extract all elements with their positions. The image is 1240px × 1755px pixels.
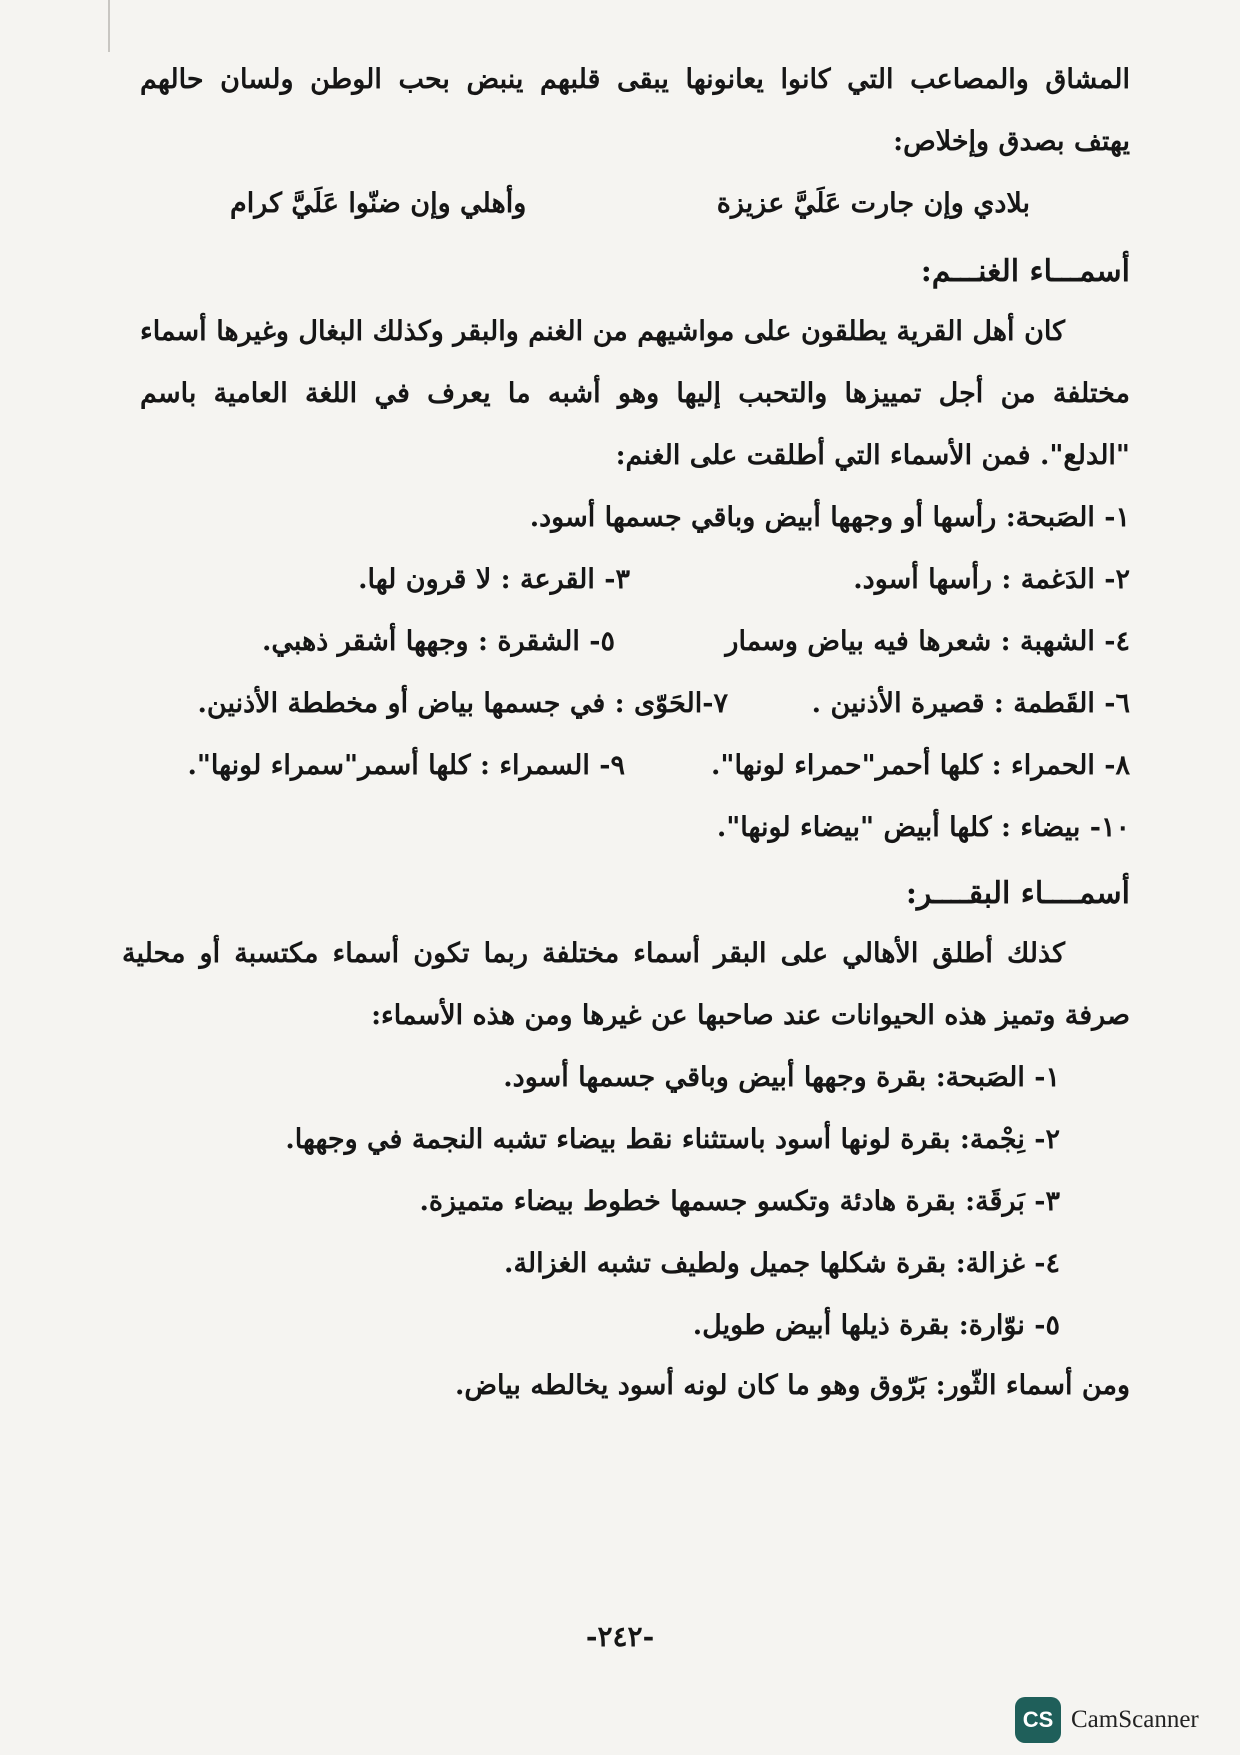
sheep-list-item: ٤- الشهبة : شعرها فيه بياض وسمار <box>725 626 1130 657</box>
sheep-list-item: ٧-الحَوّى : في جسمها بياض أو مخططة الأذنين. <box>197 688 728 719</box>
paragraph-line: كان أهل القرية يطلقون على مواشيهم من الغنم والبقر وكذلك البغال وغيرها أسماء <box>140 316 1065 347</box>
bull-names-line: ومن أسماء الثّور: بَرّوق وهو ما كان لونه أسود يخالطه بياض. <box>455 1370 1130 1401</box>
section-heading-sheep: أسمـــاء الغنـــم: <box>920 254 1130 289</box>
verse-first-hemistich: بلادي وإن جارت عَلَيَّ عزيزة <box>716 188 1030 219</box>
section-heading-cows: أسمــــاء البقــــر: <box>905 876 1130 911</box>
camscanner-watermark <box>1015 1697 1199 1743</box>
sheep-list-item: ١٠- بيضاء : كلها أبيض "بيضاء لونها". <box>716 812 1130 843</box>
sheep-list-item: ٩- السمراء : كلها أسمر"سمراء لونها". <box>187 750 625 781</box>
sheep-list-item: ٥- الشقرة : وجهها أشقر ذهبي. <box>261 626 615 657</box>
cow-list-item: ٢- نِجْمة: بقرة لونها أسود باستثناء نقط بيضاء تشبه النجمة في وجهها. <box>285 1124 1060 1155</box>
cow-list-item: ٥- نوّارة: بقرة ذيلها أبيض طويل. <box>692 1310 1060 1341</box>
paragraph-line: مختلفة من أجل تمييزها والتحبب إليها وهو أشبه ما يعرف في اللغة العامية باسم <box>140 378 1130 409</box>
sheep-list-item: ١- الصَبحة: رأسها أو وجهها أبيض وباقي جسمها أسود. <box>529 502 1130 533</box>
page-number: -٢٤٢- <box>585 1620 655 1653</box>
sheep-list-item: ٣- القرعة : لا قرون لها. <box>358 564 630 595</box>
verse-second-hemistich: وأهلي وإن ضنّوا عَلَيَّ كرام <box>230 188 527 219</box>
paragraph-line: "الدلع". فمن الأسماء التي أطلقت على الغنم: <box>615 440 1130 471</box>
cow-list-item: ٤- غزالة: بقرة شكلها جميل ولطيف تشبه الغزالة. <box>504 1248 1060 1279</box>
camscanner-label: CamScanner <box>1071 1706 1199 1733</box>
scan-edge-line <box>108 0 110 52</box>
text-line: المشاق والمصاعب التي كانوا يعانونها يبقى قلبهم ينبض بحب الوطن ولسان حالهم <box>140 64 1130 95</box>
sheep-list-item: ٢- الدَغمة : رأسها أسود. <box>853 564 1130 595</box>
paragraph-line: صرفة وتميز هذه الحيوانات عند صاحبها عن غيرها ومن هذه الأسماء: <box>371 1000 1130 1031</box>
sheep-list-item: ٨- الحمراء : كلها أحمر"حمراء لونها". <box>710 750 1130 781</box>
cow-list-item: ١- الصَبحة: بقرة وجهها أبيض وباقي جسمها أسود. <box>503 1062 1060 1093</box>
text-line: يهتف بصدق وإخلاص: <box>893 126 1130 157</box>
cow-list-item: ٣- بَرقَة: بقرة هادئة وتكسو جسمها خطوط بيضاء متميزة. <box>419 1186 1060 1217</box>
paragraph-line: كذلك أطلق الأهالي على البقر أسماء مختلفة ربما تكون أسماء مكتسبة أو محلية <box>122 938 1065 969</box>
camscanner-logo-icon: CS <box>1015 1697 1061 1743</box>
sheep-list-item: ٦- القَطمة : قصيرة الأذنين . <box>811 688 1130 719</box>
